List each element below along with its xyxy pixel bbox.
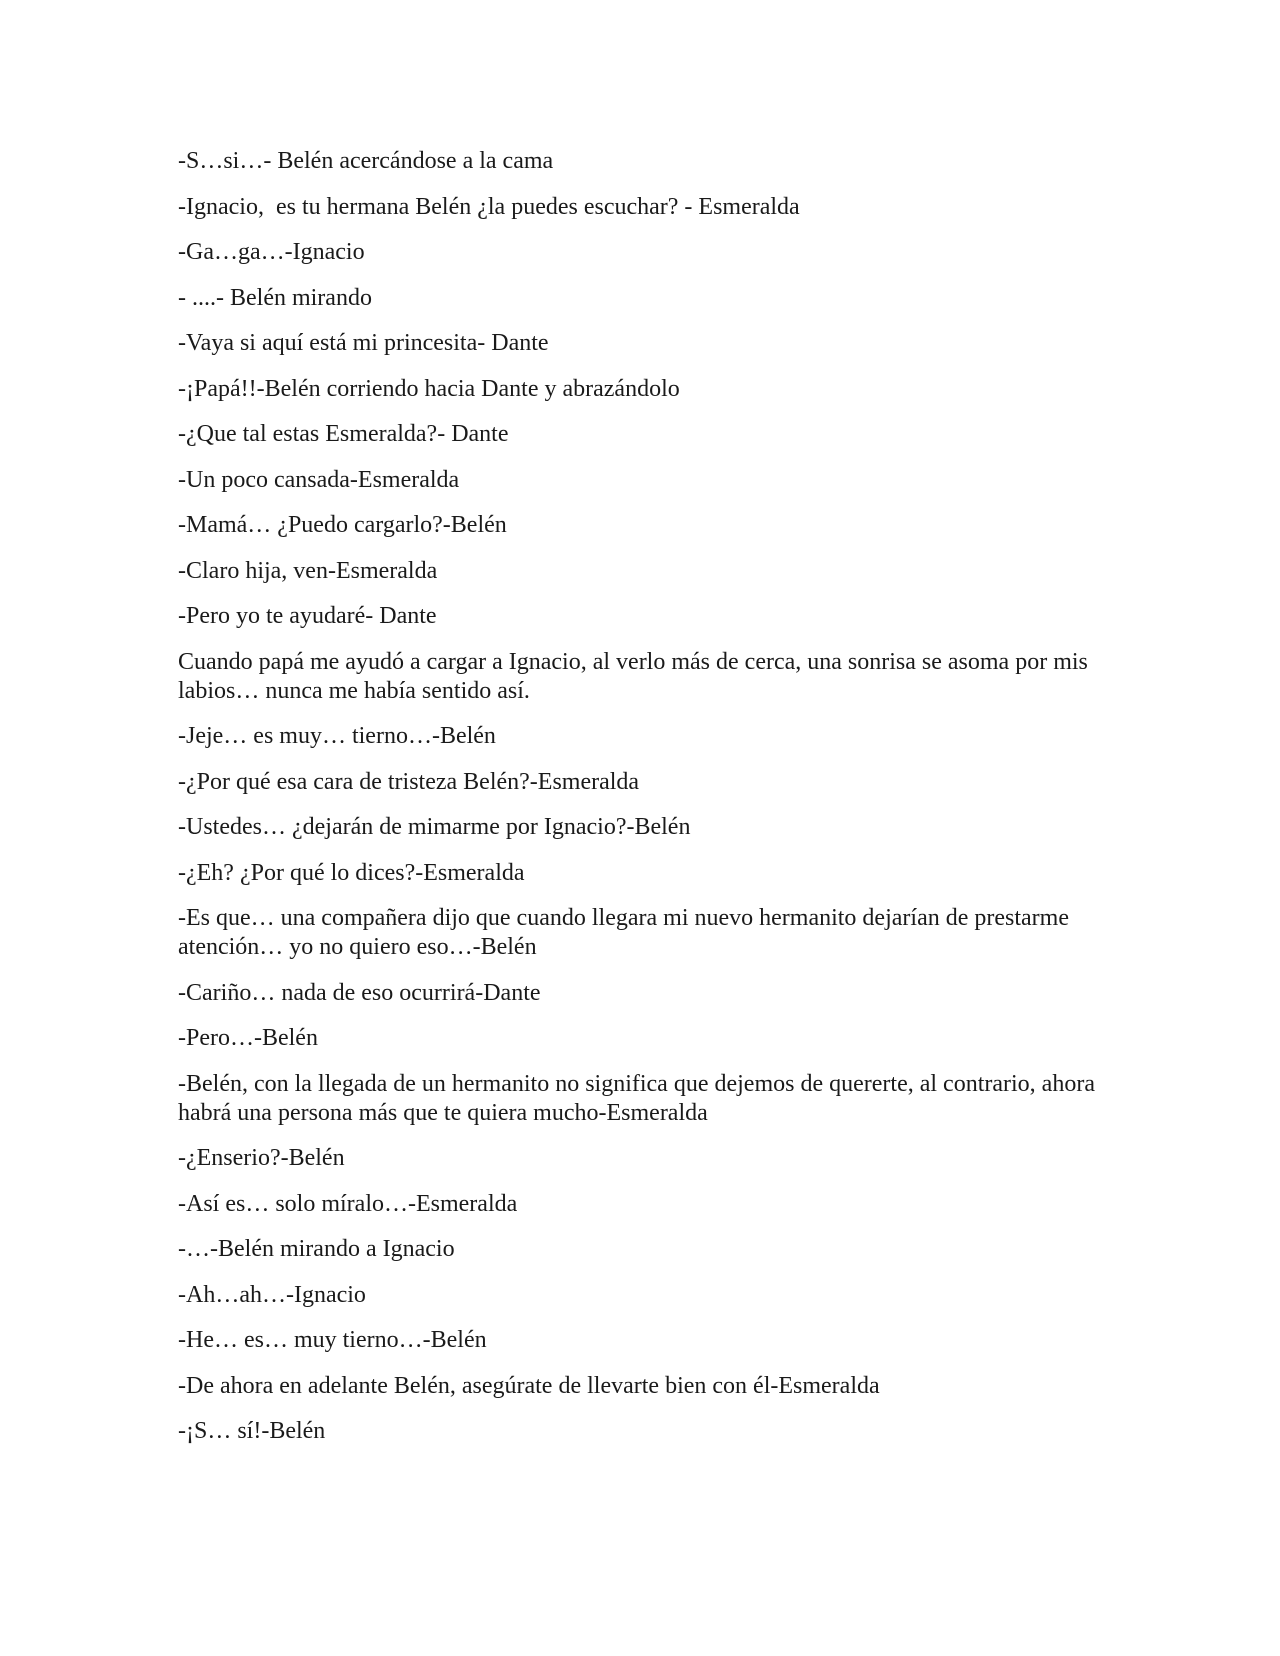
paragraph: -Cariño… nada de eso ocurrirá-Dante [178,979,541,1006]
paragraph: -Ignacio, es tu hermana Belén ¿la puedes escuchar? - Esmeralda [178,193,800,220]
paragraph: -De ahora en adelante Belén, asegúrate de llevarte bien con él-Esmeralda [178,1372,880,1399]
dialogue-text-body [178,147,1101,1463]
paragraph: -¡S… sí!-Belén [178,1418,326,1444]
paragraph: -Ga…ga…-Ignacio [178,239,365,265]
paragraph: -…-Belén mirando a Ignacio [178,1236,455,1262]
paragraph: -S…si…- Belén acercándose a la cama [178,148,554,174]
paragraph: -Un poco cansada-Esmeralda [178,466,460,493]
paragraph: -Es que… una compañera dijo que cuando llegara mi nuevo hermanito dejarían de prestarme atención… yo no quiero eso…-Belén [178,905,1075,960]
paragraph: -Ustedes… ¿dejarán de mimarme por Ignacio?-Belén [178,814,691,840]
paragraph: -Así es… solo míralo…-Esmeralda [178,1190,518,1217]
paragraph: -¡Papá!!-Belén corriendo hacia Dante y abrazándolo [178,375,680,402]
paragraph: -¿Enserio?-Belén [178,1145,345,1171]
paragraph: -Mamá… ¿Puedo cargarlo?-Belén [178,512,507,538]
paragraph: -He… es… muy tierno…-Belén [178,1327,487,1353]
paragraph: -Belén, con la llegada de un hermanito no significa que dejemos de quererte, al contrario, ahora habrá una persona más que te quiera mucho-Esmeralda [178,1070,1101,1126]
paragraph: -Pero yo te ayudaré- Dante [178,603,437,629]
paragraph: - ....- Belén mirando [178,284,372,311]
paragraph: -Jeje… es muy… tierno…-Belén [178,723,496,749]
paragraph: -Vaya si aquí está mi princesita- Dante [178,330,549,356]
paragraph: -Claro hija, ven-Esmeralda [178,557,438,584]
paragraph: -Pero…-Belén [178,1025,318,1051]
paragraph: -¿Eh? ¿Por qué lo dices?-Esmeralda [178,859,525,886]
narration-paragraph: Cuando papá me ayudó a cargar a Ignacio, al verlo más de cerca, una sonrisa se asoma por mis labios… nunca me había sentido así. [178,648,1094,704]
paragraph: -Ah…ah…-Ignacio [178,1281,366,1308]
paragraph: -¿Por qué esa cara de tristeza Belén?-Esmeralda [178,768,640,795]
paragraph: -¿Que tal estas Esmeralda?- Dante [178,421,509,447]
